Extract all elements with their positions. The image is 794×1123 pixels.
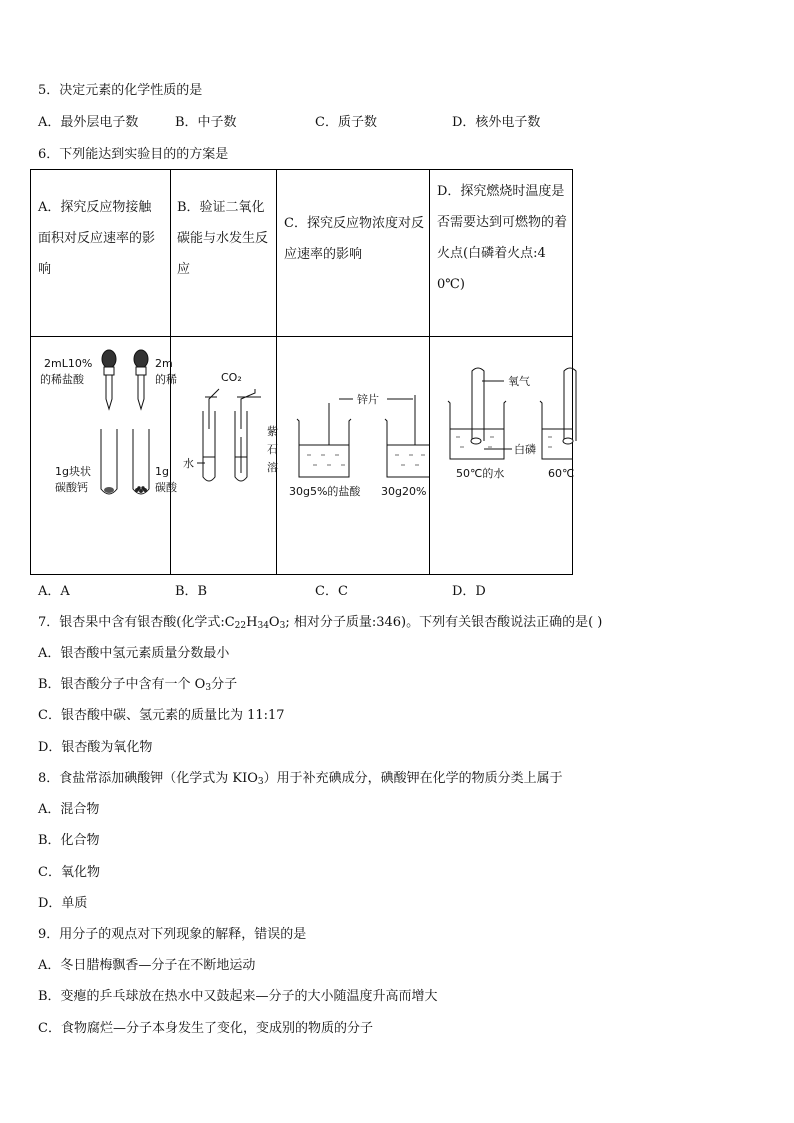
fig-b-right-label-3: 溶 [267,461,278,474]
q6-cell-d: D．探究燃烧时温度是否需要达到可燃物的着火点(白磷着火点:40℃) [437,184,568,292]
test-tube-right [133,429,149,494]
fig-c-zinc-label: 锌片 [357,393,379,406]
q6-figure-b [171,337,276,575]
fig-c-right-label: 30g20% [381,485,427,498]
q7-option-a: A．银杏酸中氢元素质量分数最小 [38,646,230,661]
q5-option-b: B．中子数 [175,115,237,130]
fig-a-label-bot1: 1g块状 [55,465,91,478]
q8-option-a: A．混合物 [38,802,100,817]
q5-option-d: D．核外电子数 [452,115,541,130]
fig-d-right-label: 60℃ [548,467,575,480]
q7-option-b: B．银杏酸分子中含有一个 $O_3$分子 [38,677,238,693]
q5-option-a: A．最外层电子数 [38,115,139,130]
fig-b-right-label-1: 紫 [267,425,278,438]
q8-option-c: C．氧化物 [38,865,100,880]
fig-b-gas-label: CO₂ [221,371,242,384]
q7-option-c: C．银杏酸中碳、氢元素的质量比为 11:17 [38,708,285,723]
fig-a-label-top1: 2mL10% [44,357,93,370]
q6-option-c: C．C [315,584,348,599]
q6-cell-c: C．探究反应物浓度对反应速率的影响 [284,216,424,262]
q6-stem: 6．下列能达到实验目的的方案是 [38,147,229,162]
q6-cell-b: B．验证二氧化碳能与水发生反应 [177,200,269,277]
fig-a-label-top1b: 的稀盐酸 [40,373,84,386]
fig-d-phos-label: 白磷 [514,443,536,456]
fig-c-left-label: 30g5%的盐酸 [289,485,361,498]
fig-a-label-top2b: 的稀 [155,373,177,386]
q6-option-a: A．A [38,584,70,599]
test-tube-left [101,429,117,494]
q8-option-d: D．单质 [38,896,88,911]
dropper-right [134,350,148,409]
q7-stem: 7．银杏果中含有银杏酸(化学式$:C_{22}H_{34}O_3$; 相对分子质量:346)。下列有关银杏酸说法正确的是( ) [38,615,603,631]
q6-figure-c [277,337,429,575]
beaker-right [385,419,429,477]
fig-b-water-label: 水 [183,457,194,470]
q9-option-a: A．冬日腊梅飘香—分子在不断地运动 [38,958,256,973]
fig-d-oxygen-label: 氧气 [508,375,530,388]
q6-option-b: B．B [175,584,208,599]
fig-a-label-bot1b: 碳酸钙 [55,481,88,494]
q9-option-c: C．食物腐烂—分子本身发生了变化，变成别的物质的分子 [38,1021,373,1036]
q8-stem: 8．食盐常添加碘酸钾（化学式为 $KIO_3$）用于补充碘成分，碘酸钾在化学的物质分类上属于 [38,771,563,787]
q6-table [30,169,573,575]
beaker-left [297,419,351,477]
q6-figure-a [31,337,177,575]
q6-cell-a: A．探究反应物接触面积对反应速率的影响 [38,200,156,277]
fig-d-beaker-left [448,401,506,459]
q6-option-d: D．D [452,584,486,599]
fig-a-label-bot2: 1g [155,465,169,478]
q9-option-b: B．变瘪的乒乓球放在热水中又鼓起来—分子的大小随温度升高而增大 [38,989,438,1004]
q9-stem: 9．用分子的观点对下列现象的解释，错误的是 [38,927,307,942]
q8-option-b: B．化合物 [38,833,100,848]
fig-d-beaker-right [540,401,573,459]
fig-b-right-label-2: 石 [267,443,278,456]
q5-stem: 5．决定元素的化学性质的是 [38,83,203,98]
q5-option-c: C．质子数 [315,115,377,130]
dropper-left [102,350,116,409]
fig-a-label-bot2b: 碳酸 [155,481,177,494]
fig-a-label-top2: 2m [155,357,173,370]
q6-figure-d [430,337,573,575]
q7-option-d: D．银杏酸为氧化物 [38,740,153,755]
fig-d-left-label: 50℃的水 [456,467,505,480]
